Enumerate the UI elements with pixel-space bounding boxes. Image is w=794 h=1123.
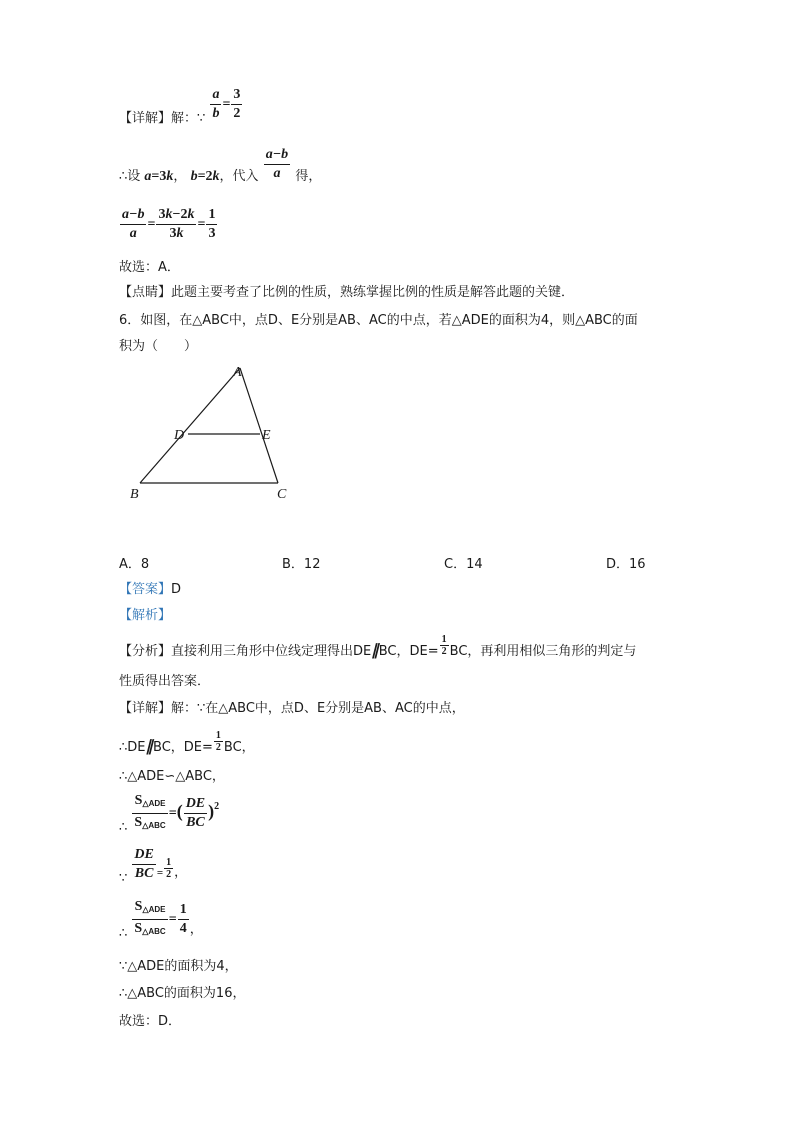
detail2-line-9: 故选：D．	[119, 1014, 182, 1029]
fraction-a-minus-b-over-a: $\frac{a-b}{a}$	[265, 147, 289, 181]
fraction-mid: $\frac{3k-2k}{3k}$	[158, 207, 195, 241]
fraction-half-2: $\frac{1}{2}$	[215, 730, 221, 753]
detail2-line-4: ∴ $\frac{S_{\triangle ADE}}{S_{\triangle ABC}}$ =( $\frac{DE}{BC}$ )$^2$	[119, 793, 220, 835]
answer-line	[119, 578, 181, 597]
dianjing-line: 【点睛】此题主要考查了比例的性质，熟练掌握比例的性质是解答此题的关键．	[119, 285, 575, 300]
analysis-label: 【解析】	[119, 608, 172, 623]
fenxi-line-1: 【分析】直接利用三角形中位线定理得出DE∥BC，DE= $\frac{1}{2}$ BC，再利用相似三角形的判定与	[119, 634, 637, 659]
detail2-line-8: ∴△ABC的面积为16，	[119, 986, 246, 1001]
label-D: D	[174, 428, 185, 443]
fraction-half: $\frac{1}{2}$	[441, 634, 447, 657]
fraction-lhs: $\frac{a-b}{a}$	[122, 207, 145, 241]
fraction-de-bc-2: $\frac{DE}{BC}$	[134, 847, 154, 881]
detail2-line-5: ∵ $\frac{DE}{BC}$ $_=$ $\frac{1}{2}$ ，	[119, 847, 188, 886]
option-a: A．8	[119, 557, 150, 572]
triangle-figure	[120, 358, 300, 508]
label-A: A	[233, 365, 242, 380]
label-E: E	[262, 428, 271, 443]
question-line-1: 6．如图，在△ABC中，点D、E分别是AB、AC的中点，若△ADE的面积为4，则△ABC的面	[119, 313, 638, 328]
detail2-line-1: 【详解】解：∵在△ABC中，点D、E分别是AB、AC的中点，	[119, 701, 465, 716]
detail2-line-7: ∵△ADE的面积为4，	[119, 959, 238, 974]
option-c: C．14	[444, 557, 483, 572]
fraction-a-over-b: $\frac{a}{b}$	[212, 87, 220, 121]
fraction-de-bc: $\frac{DE}{BC}$	[185, 796, 206, 830]
calc-line: $\frac{a-b}{a}$ = $\frac{3k-2k}{3k}$ = $\frac{1}{3}$	[122, 207, 216, 241]
detail2-line-3: ∴△ADE∽△ABC，	[119, 769, 225, 784]
answer-value: D	[171, 582, 182, 597]
answer-line-1: 故选：A．	[119, 260, 180, 275]
fraction-3-over-2: $\frac{3}{2}$	[233, 87, 241, 121]
side-AC	[240, 368, 278, 483]
fraction-quarter: $\frac{1}{4}$	[179, 902, 187, 936]
detail2-line-6: ∴ $\frac{S_{\triangle ADE}}{S_{\triangle ABC}}$ = $\frac{1}{4}$ ，	[119, 899, 203, 941]
answer-label: 【答案】	[119, 582, 172, 597]
detail2-line-2: ∴DE∥BC，DE= $\frac{1}{2}$ BC，	[119, 730, 255, 755]
label-B: B	[130, 487, 139, 502]
option-d: D．16	[606, 557, 646, 572]
option-b: B．12	[282, 557, 321, 572]
fraction-area-ratio-2: $\frac{S_{\triangle ADE}}{S_{\triangle ABC}}$	[132, 898, 167, 941]
fenxi-line-2: 性质得出答案．	[119, 674, 211, 689]
fraction-area-ratio: $\frac{S_{\triangle ADE}}{S_{\triangle ABC}}$	[132, 792, 167, 835]
side-AB	[140, 368, 240, 483]
set-line: ∴设 a=3k， b=2k，代入 $\frac{a-b}{a}$ 得，	[119, 147, 322, 184]
fraction-result: $\frac{1}{3}$	[208, 207, 216, 241]
detail-line-1: 【详解】解：∵ $\frac{a}{b}$ = $\frac{3}{2}$	[119, 87, 241, 126]
detail-label: 【详解】解：	[119, 111, 198, 126]
fraction-half-3: $\frac{1}{2}$	[166, 857, 172, 880]
question-line-2: 积为（ ）	[119, 339, 198, 354]
label-C: C	[277, 487, 287, 502]
